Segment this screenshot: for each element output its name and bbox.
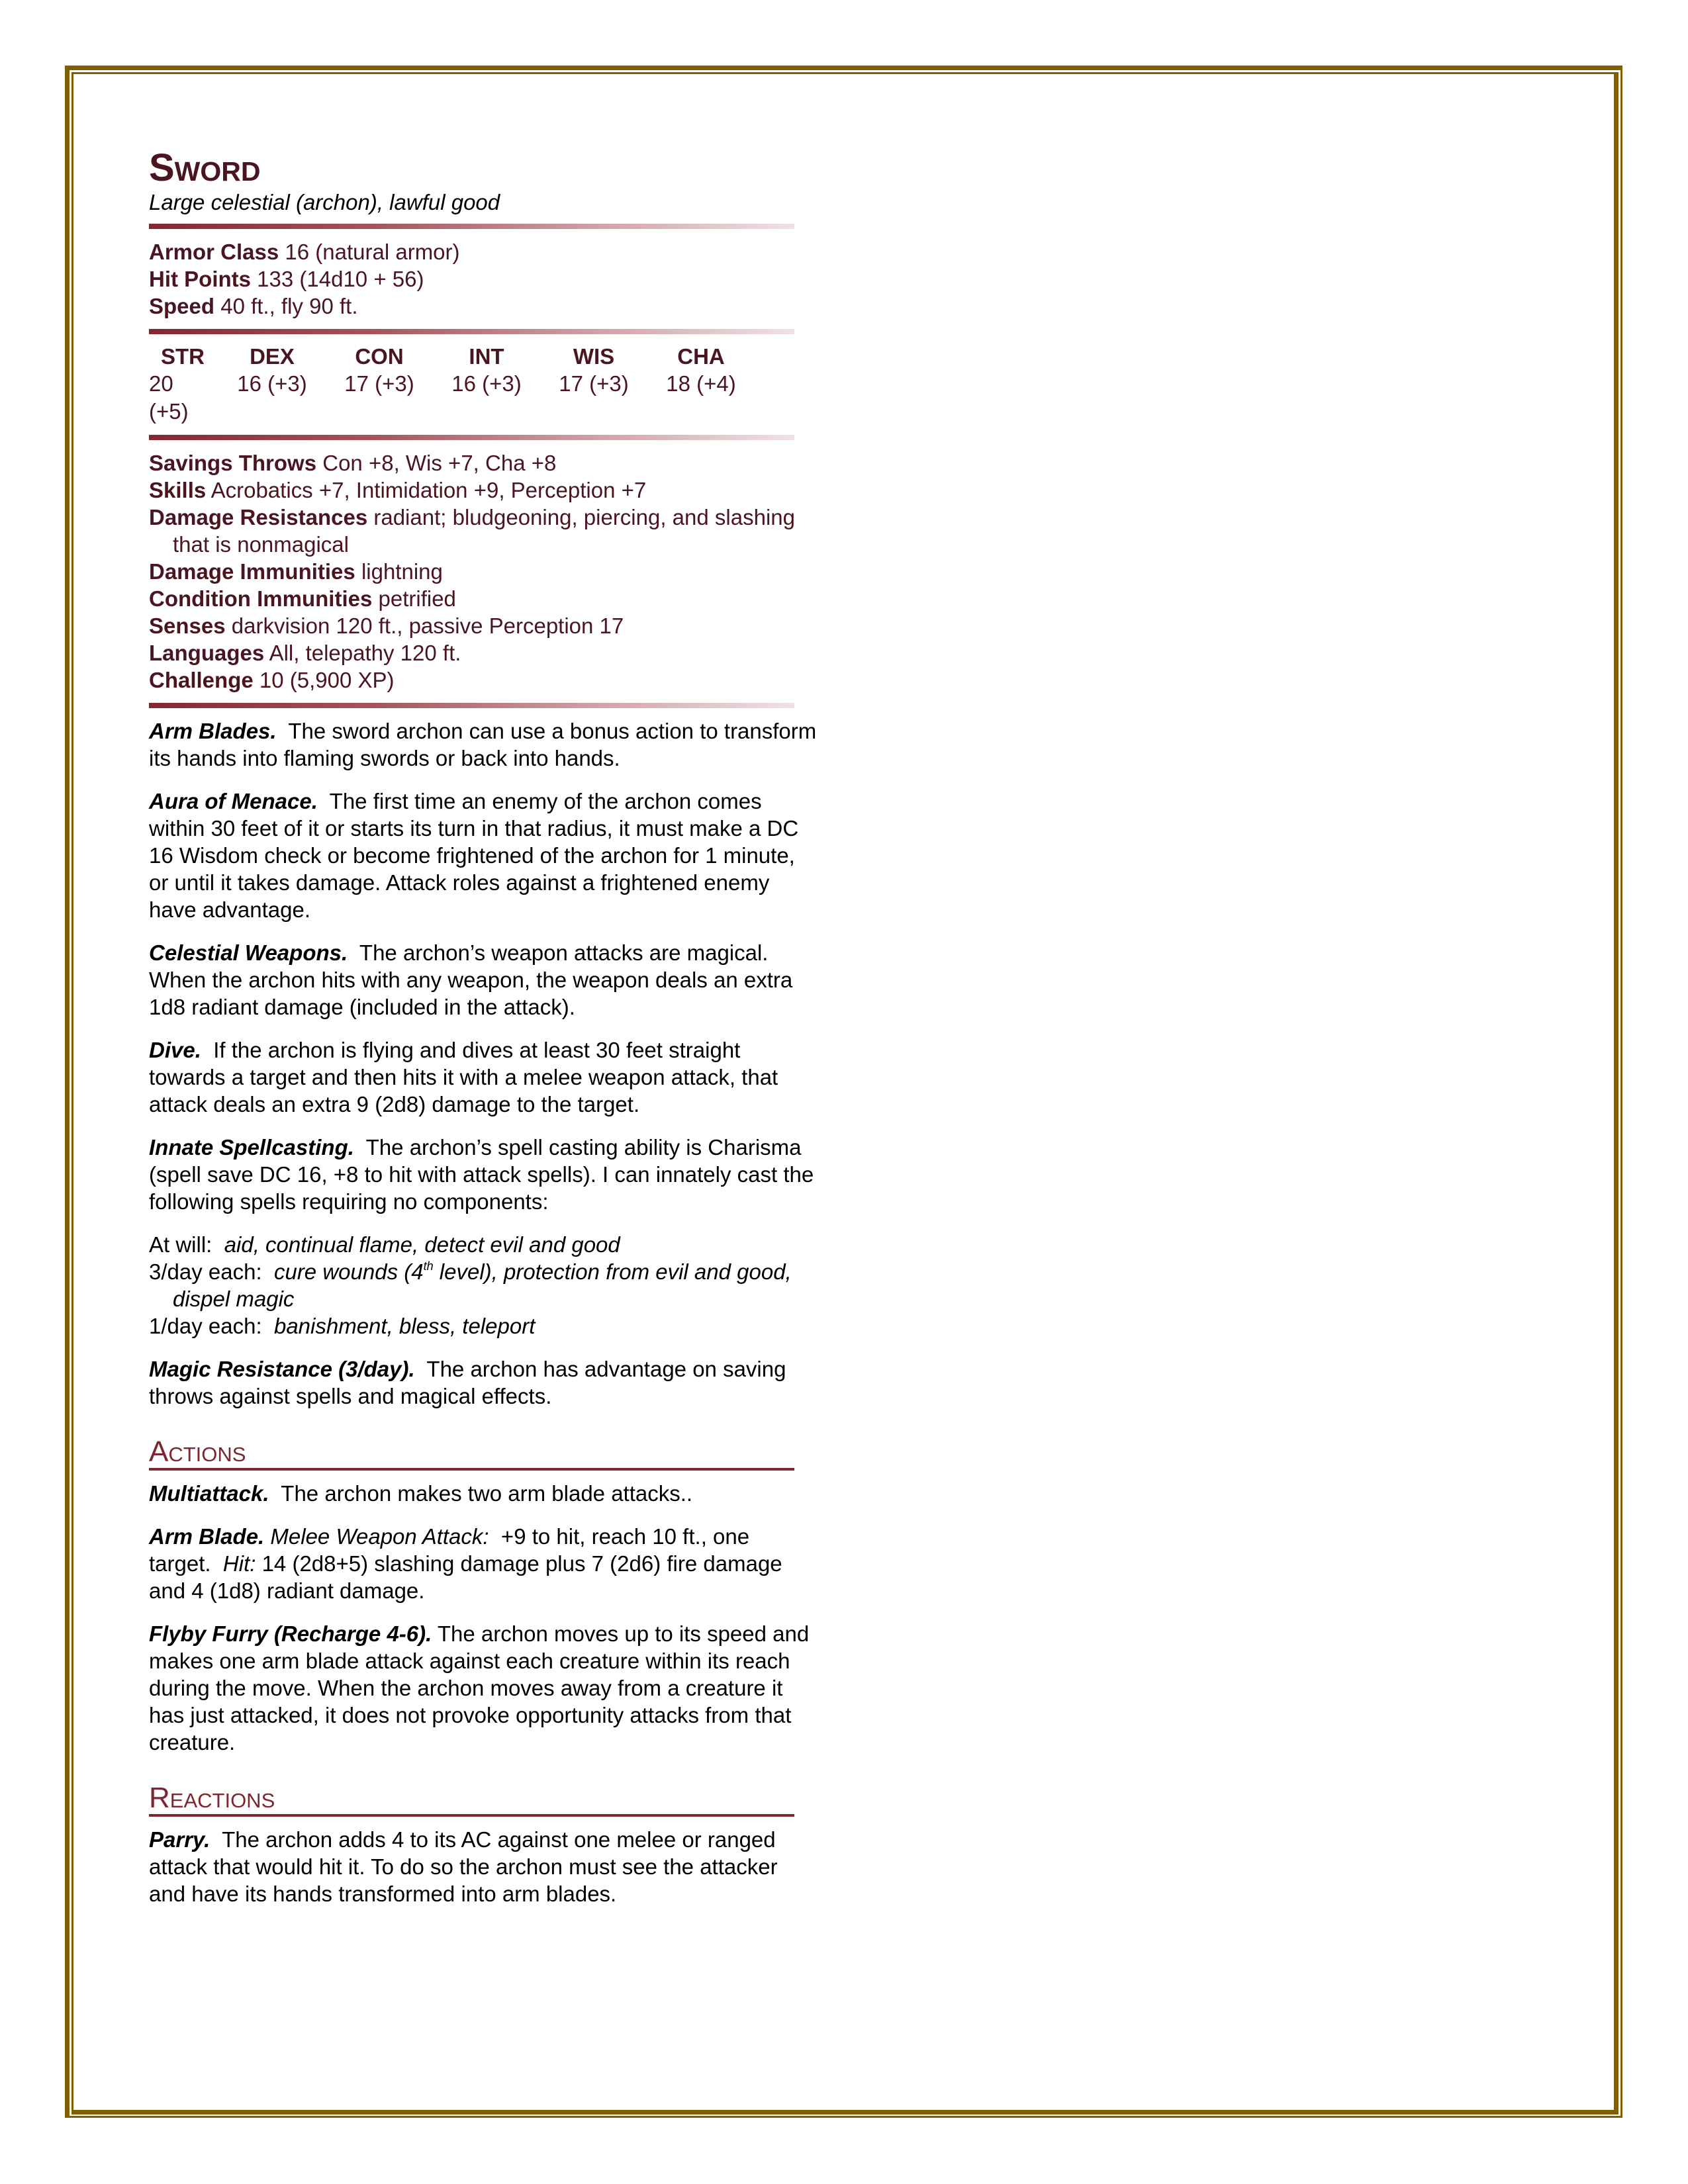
hit-label: Hit:: [222, 1551, 256, 1576]
spells-at-will: [149, 1231, 818, 1258]
ability-name: DEX: [250, 344, 295, 369]
trait-arm-blades: [149, 717, 818, 772]
ability-value: 20 (+5): [149, 371, 189, 424]
reaction-name: Parry.: [149, 1827, 211, 1852]
trait-name: Dive.: [149, 1038, 201, 1062]
prop-label: Skills: [149, 478, 207, 502]
reaction-parry: [149, 1826, 818, 1907]
divider: [149, 435, 794, 440]
senses: [149, 612, 818, 639]
ability-dex: [218, 343, 326, 426]
trait-celestial-weapons: [149, 939, 818, 1021]
languages: [149, 639, 818, 666]
action-name: Arm Blade.: [149, 1524, 265, 1549]
trait-name: Celestial Weapons.: [149, 940, 348, 965]
spell-names: banishment, bless, teleport: [273, 1314, 536, 1338]
prop-value: darkvision 120 ft., passive Perception 17: [231, 614, 624, 638]
divider: [149, 224, 794, 229]
prop-label: Savings Throws: [149, 451, 317, 475]
prop-label: Condition Immunities: [149, 586, 373, 611]
trait-text: The archon has advantage on saving throws against spells and magical effects.: [149, 1357, 786, 1408]
trait-name: Arm Blades.: [149, 719, 277, 743]
trait-text: The archon’s spell casting ability is Charisma (spell save DC 16, +8 to hit with attack spells). I can innately cast the following spells requiring no components:: [149, 1135, 814, 1214]
speed: [149, 293, 818, 320]
divider: [149, 329, 794, 334]
prop-value: radiant; bludgeoning, piercing, and slashing that is nonmagical: [173, 505, 795, 557]
action-text: 14 (2d8+5) slashing damage plus 7 (2d6) fire damage and 4 (1d8) radiant damage.: [149, 1551, 782, 1603]
spell-names-part: level), protection from evil and good, dispel magic: [173, 1259, 792, 1311]
ability-name: WIS: [573, 344, 615, 369]
trait-text: The first time an enemy of the archon comes within 30 feet of it or starts its turn in that radius, it must make a DC 16 Wisdom check or become frightened of the archon for 1 minute, or until it takes damage. Attack roles against a frightened enemy have advantage.: [149, 789, 799, 922]
trait-text: The archon’s weapon attacks are magical. When the archon hits with any weapon, the weapon deals an extra 1d8 radiant damage (included in the attack).: [149, 940, 793, 1019]
ability-int: [433, 343, 540, 426]
ability-name: INT: [469, 344, 504, 369]
spell-names-part: cure wounds (4: [273, 1259, 424, 1284]
ordinal-suffix: th: [423, 1259, 434, 1273]
damage-resistances: [149, 504, 818, 558]
action-text: +9 to hit, reach 10 ft., one target.: [149, 1524, 750, 1576]
prop-label: Challenge: [149, 668, 254, 692]
spell-names: aid, continual flame, detect evil and good: [224, 1232, 620, 1257]
stat-block: [149, 147, 818, 1923]
trait-name: Aura of Menace.: [149, 789, 318, 813]
hit-points: [149, 265, 818, 293]
prop-value: All, telepathy 120 ft.: [269, 641, 461, 665]
spells-1-day: [149, 1312, 818, 1340]
action-text: The archon makes two arm blade attacks..: [281, 1481, 693, 1506]
prop-value: lightning: [361, 559, 443, 584]
ability-str: [149, 343, 218, 426]
damage-immunities: [149, 558, 818, 585]
ability-scores: [149, 343, 794, 426]
action-multiattack: [149, 1480, 818, 1507]
attack-type: Melee Weapon Attack:: [270, 1524, 489, 1549]
action-name: Flyby Furry (Recharge 4-6).: [149, 1621, 432, 1646]
actions-heading: Actions: [149, 1436, 794, 1471]
ability-value: 16 (+3): [237, 371, 307, 396]
stat-value: 133 (14d10 + 56): [257, 267, 424, 291]
reactions-heading: Reactions: [149, 1782, 794, 1817]
spell-names: [173, 1259, 792, 1311]
spells-3-day: [149, 1258, 818, 1312]
ability-value: 17 (+3): [344, 371, 414, 396]
ability-value: 16 (+3): [451, 371, 522, 396]
prop-label: Languages: [149, 641, 265, 665]
spell-list: [149, 1231, 818, 1340]
trait-text: If the archon is flying and dives at least 30 feet straight towards a target and then hits it with a melee weapon attack, that attack deals an extra 9 (2d8) damage to the target.: [149, 1038, 778, 1116]
trait-aura-of-menace: [149, 788, 818, 923]
prop-value: 10 (5,900 XP): [259, 668, 395, 692]
ability-name: CON: [355, 344, 404, 369]
properties: [149, 449, 818, 694]
monster-subtitle: Large celestial (archon), lawful good: [149, 190, 500, 214]
action-name: Multiattack.: [149, 1481, 269, 1506]
action-flyby-furry: [149, 1620, 818, 1756]
trait-dive: [149, 1036, 818, 1118]
saving-throws: [149, 449, 818, 477]
stat-value: 16 (natural armor): [285, 240, 460, 264]
ability-name: CHA: [677, 344, 725, 369]
stat-value: 40 ft., fly 90 ft.: [220, 294, 358, 318]
trait-text: The sword archon can use a bonus action to transform its hands into flaming swords or back into hands.: [149, 719, 817, 770]
ability-value: 17 (+3): [559, 371, 629, 396]
prop-value: Con +8, Wis +7, Cha +8: [322, 451, 557, 475]
action-text: The archon moves up to its speed and makes one arm blade attack against each creature within its reach during the move. When the archon moves away from a creature it has just attacked, it does not provoke opportunity attacks from that creature.: [149, 1621, 810, 1754]
traits: [149, 717, 818, 1907]
ability-wis: [540, 343, 647, 426]
stat-label: Armor Class: [149, 240, 279, 264]
prop-label: Damage Resistances: [149, 505, 368, 529]
trait-innate-spellcasting: [149, 1134, 818, 1215]
trait-name: Magic Resistance (3/day).: [149, 1357, 415, 1381]
trait-name: Innate Spellcasting.: [149, 1135, 354, 1160]
trait-magic-resistance: [149, 1355, 818, 1410]
prop-value: Acrobatics +7, Intimidation +9, Perception +7: [211, 478, 647, 502]
monster-name: Sword: [149, 146, 261, 189]
prop-value: petrified: [378, 586, 456, 611]
basic-stats: [149, 238, 818, 320]
challenge: [149, 666, 818, 694]
ability-value: 18 (+4): [666, 371, 736, 396]
condition-immunities: [149, 585, 818, 612]
skills: [149, 477, 818, 504]
prop-label: Damage Immunities: [149, 559, 355, 584]
ability-cha: [647, 343, 755, 426]
divider: [149, 703, 794, 708]
spell-frequency: At will:: [149, 1232, 212, 1257]
ability-con: [326, 343, 433, 426]
spell-frequency: 1/day each:: [149, 1314, 262, 1338]
spell-frequency: 3/day each:: [149, 1259, 262, 1284]
stat-label: Speed: [149, 294, 215, 318]
armor-class: [149, 238, 818, 265]
stat-label: Hit Points: [149, 267, 251, 291]
action-arm-blade: [149, 1523, 818, 1604]
reaction-text: The archon adds 4 to its AC against one melee or ranged attack that would hit it. To do so the archon must see the attacker and have its hands transformed into arm blades.: [149, 1827, 778, 1906]
prop-label: Senses: [149, 614, 226, 638]
ability-name: STR: [161, 344, 205, 369]
